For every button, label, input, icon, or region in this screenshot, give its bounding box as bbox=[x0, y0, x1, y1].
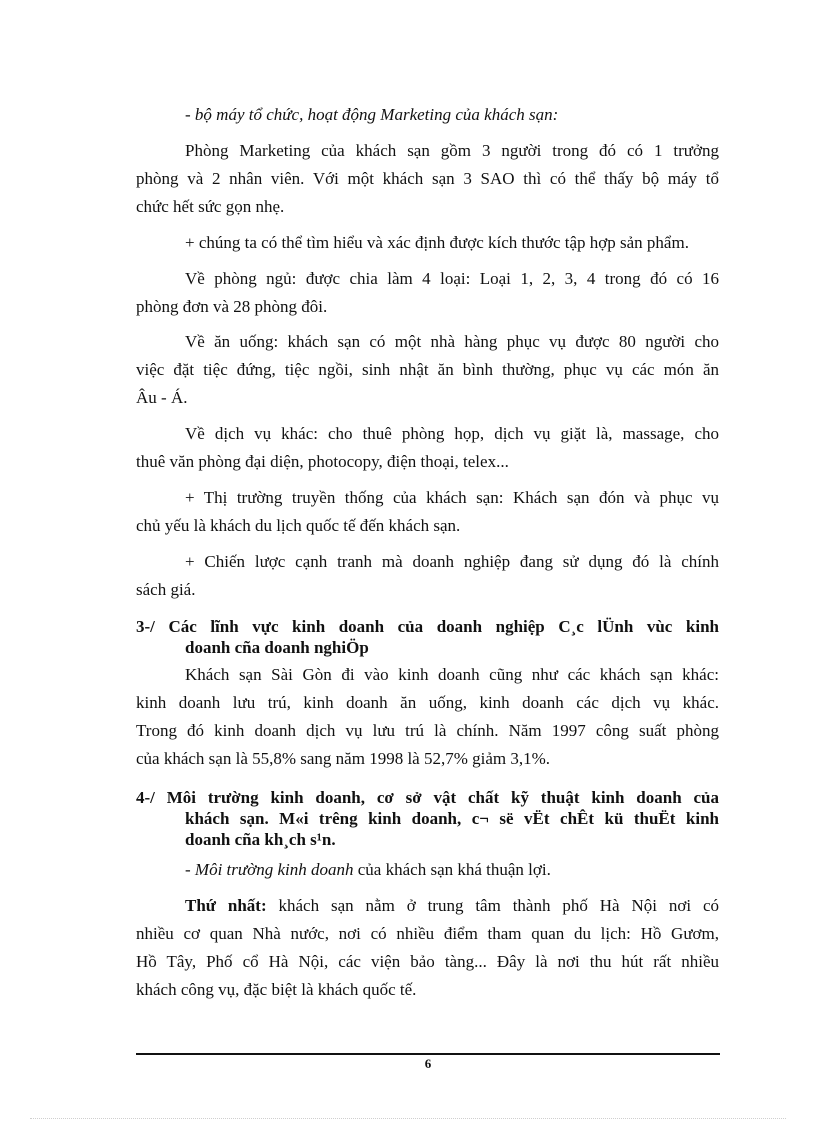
text-line: sách giá. bbox=[136, 580, 196, 599]
section-heading-4 bbox=[136, 787, 719, 850]
paragraph-business-environment bbox=[136, 856, 719, 884]
text-line: khách công vụ, đặc biệt là khách quốc tế. bbox=[136, 980, 417, 999]
text-line: phòng và 2 nhân viên. Với một khách sạn 3 SAO thì có thể thấy bộ máy tổ bbox=[136, 169, 719, 188]
paragraph-marketing-department bbox=[136, 137, 719, 221]
text-line: của khách sạn là 55,8% sang năm 1998 là 52,7% giảm 3,1%. bbox=[136, 749, 551, 768]
text-line: Về phòng ngủ: được chia làm 4 loại: Loại 1, 2, 3, 4 trong đó có 16 bbox=[185, 269, 719, 288]
heading-line: doanh cña kh¸ch s¹n. bbox=[185, 830, 336, 849]
paragraph-first-point bbox=[136, 892, 719, 1004]
page-number: 6 bbox=[424, 1056, 432, 1071]
heading-line: 3-/ Các lĩnh vực kinh doanh của doanh nghiệp C¸c lÜnh vùc kinh bbox=[136, 617, 719, 636]
dash: - bbox=[185, 860, 195, 879]
text-line: Hồ Tây, Phố cổ Hà Nội, các viện bảo tàng... Đây là nơi thu hút rất nhiều bbox=[136, 952, 719, 971]
section-heading-3 bbox=[136, 616, 719, 658]
text-line: phòng đơn và 28 phòng đôi. bbox=[136, 297, 328, 316]
text-line: chủ yếu là khách du lịch quốc tế đến khách sạn. bbox=[136, 516, 461, 535]
text-line: Trong đó kinh doanh dịch vụ lưu trú là chính. Năm 1997 công suất phòng bbox=[136, 721, 719, 740]
text-line: việc đặt tiệc đứng, tiệc ngồi, sinh nhật ăn bình thường, phục vụ các món ăn bbox=[136, 360, 719, 379]
text-line: Về dịch vụ khác: cho thuê phòng họp, dịch vụ giặt là, massage, cho bbox=[185, 424, 719, 443]
text-line: Phòng Marketing của khách sạn gồm 3 người trong đó có 1 trưởng bbox=[185, 141, 719, 160]
paragraph-rooms bbox=[136, 265, 719, 321]
text-run: khách sạn nằm ở trung tâm thành phố Hà Nội nơi có bbox=[266, 896, 719, 915]
text-line: Âu - Á. bbox=[136, 388, 188, 407]
text-line: + Thị trường truyền thống của khách sạn: Khách sạn đón và phục vụ bbox=[185, 488, 719, 507]
text-line: thuê văn phòng đại diện, photocopy, điện thoại, telex... bbox=[136, 452, 509, 471]
text-line: Khách sạn Sài Gòn đi vào kinh doanh cũng như các khách sạn khác: bbox=[185, 665, 719, 684]
marketing-org-subheading: - bộ máy tổ chức, hoạt động Marketing của khách sạn: bbox=[185, 105, 559, 124]
paragraph-product-set: + chúng ta có thể tìm hiểu và xác định được kích thước tập hợp sản phẩm. bbox=[185, 233, 689, 252]
paragraph-dining bbox=[136, 328, 719, 412]
heading-line: khách sạn. M«i trêng kinh doanh, c¬ së vËt chÊt kü thuËt kinh bbox=[185, 809, 719, 828]
paragraph-traditional-market bbox=[136, 484, 719, 540]
text-line bbox=[136, 892, 719, 920]
paragraph-business-lines bbox=[136, 661, 719, 773]
paragraph-other-services bbox=[136, 420, 719, 476]
text-line: chức hết sức gọn nhẹ. bbox=[136, 197, 285, 216]
paragraph-competitive-strategy bbox=[136, 548, 719, 604]
text-line: nhiều cơ quan Nhà nước, nơi có nhiều điểm tham quan du lịch: Hồ Gươm, bbox=[136, 924, 719, 943]
text-line: kinh doanh lưu trú, kinh doanh ăn uống, kinh doanh các dịch vụ khác. bbox=[136, 693, 719, 712]
heading-line: 4-/ Môi trường kinh doanh, cơ sở vật chất kỹ thuật kinh doanh của bbox=[136, 788, 719, 807]
page-bottom-dotted-border bbox=[30, 1118, 786, 1119]
text-line: + Chiến lược cạnh tranh mà doanh nghiệp đang sử dụng đó là chính bbox=[185, 552, 719, 571]
text-run: của khách sạn khá thuận lợi. bbox=[353, 860, 551, 879]
heading-line: doanh cña doanh nghiÖp bbox=[185, 638, 369, 657]
text-line: Về ăn uống: khách sạn có một nhà hàng phục vụ được 80 người cho bbox=[185, 332, 719, 351]
bold-lead: Thứ nhất: bbox=[185, 896, 267, 915]
italic-phrase: Môi trường kinh doanh bbox=[194, 860, 354, 879]
footer-rule bbox=[136, 1053, 720, 1055]
